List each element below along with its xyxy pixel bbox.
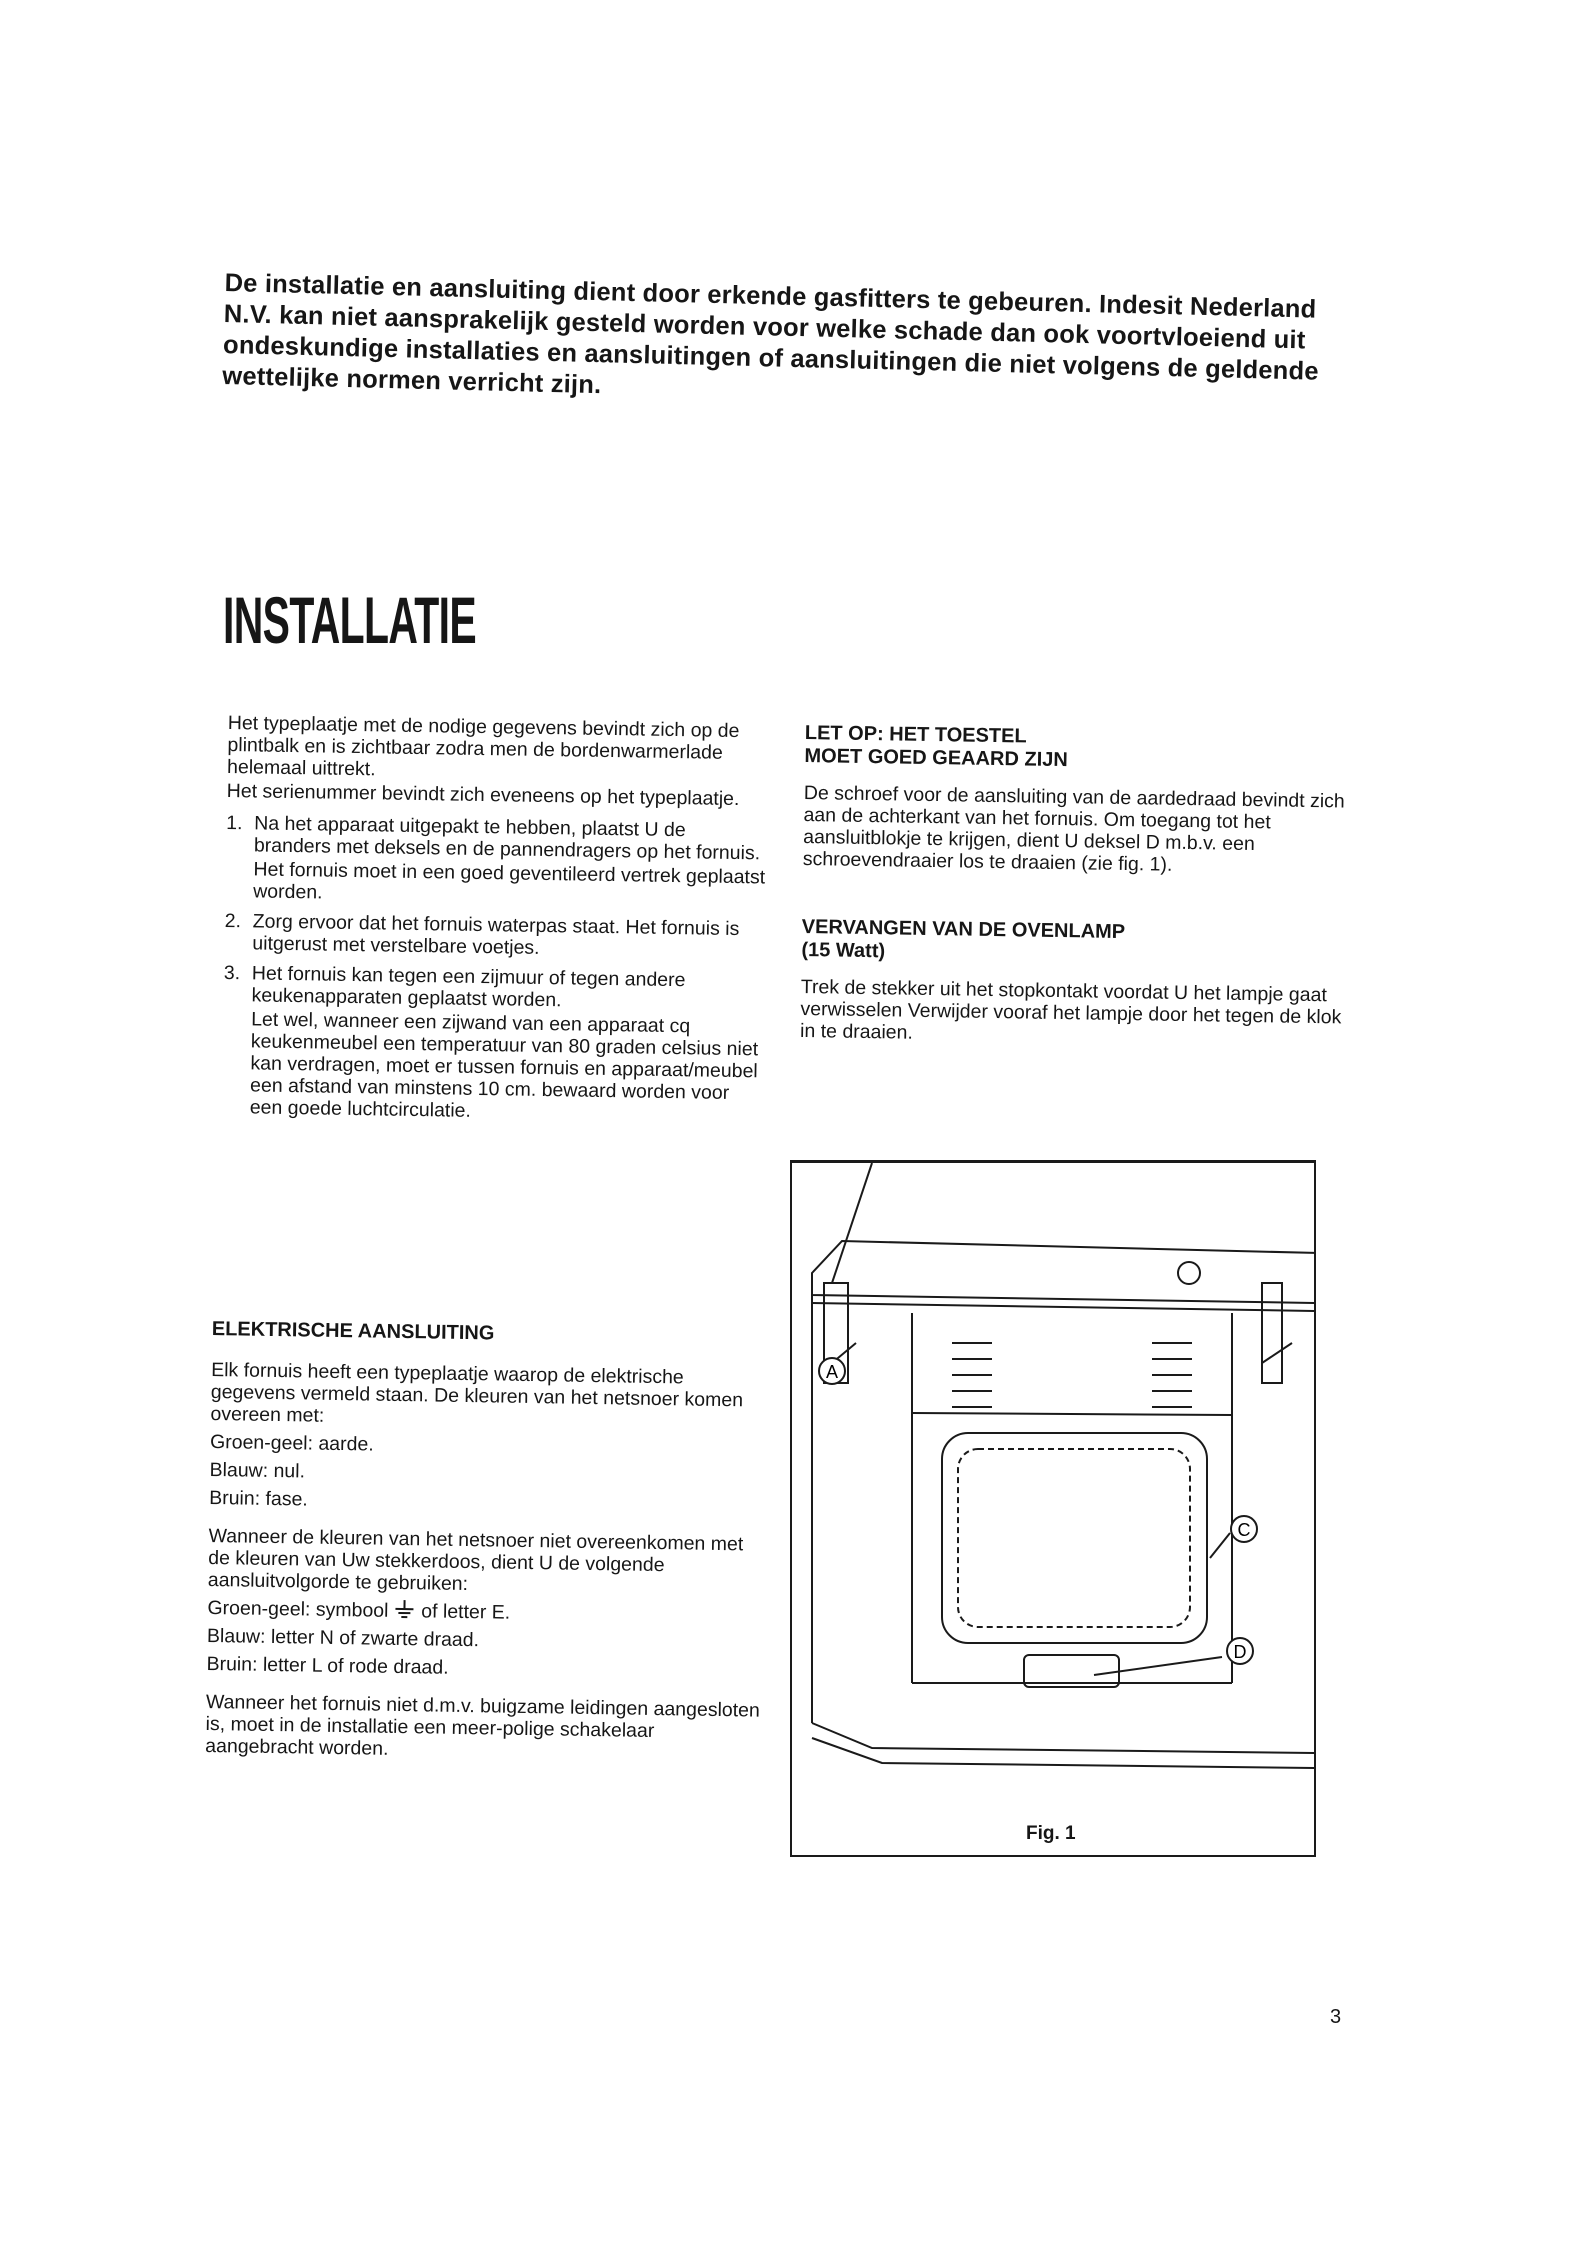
color-line: Bruin: letter L of rode draad. xyxy=(206,1652,449,1679)
color-line-suffix: of letter E. xyxy=(421,1600,511,1624)
grounding-heading-line2: MOET GOED GEAARD ZIJN xyxy=(804,744,1068,772)
electric-paragraph: Elk fornuis heeft een typeplaatje waarop de elektrische gegevens vermeld staan. De kleuren van het netsnoer komen overeen met: xyxy=(210,1358,744,1427)
color-line: Blauw: letter N of zwarte draad. xyxy=(206,1624,480,1652)
lamp-heading xyxy=(801,916,1347,971)
step-subtext: Let wel, wanneer een zijwand van een apparaat cq keukenmeubel een temperatuur van 80 graden celsius niet kan verdragen, moet er tussen fornuis en apparaat/meubel een afstand van minstens 10 cm. bewaard worden voor een goede luchtcirculatie. xyxy=(249,1008,759,1122)
step-text: Het fornuis kan tegen een zijmuur of tegen andere keukenapparaten geplaatst worden. xyxy=(251,962,686,1012)
callout-a-label: A xyxy=(825,1362,839,1382)
callout-c-label: C xyxy=(1237,1520,1251,1540)
callout-d xyxy=(1227,1638,1253,1664)
color-line: Blauw: nul. xyxy=(209,1458,306,1483)
color-line xyxy=(207,1597,767,1628)
grounding-and-lamp-section xyxy=(800,722,1350,1051)
step-number: 1. xyxy=(226,811,243,835)
typeplate-paragraph: Het typeplaatje met de nodige gegevens bevindt zich op de plintbalk en is zichtbaar zodra men de bordenwarmerlade helemaal uittrekt. xyxy=(226,712,740,781)
oven-back-diagram xyxy=(792,1163,1314,1855)
lamp-paragraph: Trek de stekker uit het stopkontakt voordat U het lampje gaat verwisselen Verwijder vooraf het lampje door het tegen de klok in te draaien. xyxy=(799,975,1342,1044)
step-number: 3. xyxy=(223,961,241,985)
serial-paragraph: Het serienummer bevindt zich eveneens op het typeplaatje. xyxy=(226,779,740,811)
color-line-prefix: Groen-geel: symbool xyxy=(207,1596,389,1622)
color-line: Groen-geel: aarde. xyxy=(209,1430,374,1456)
grounding-heading-line1: LET OP: HET TOESTEL xyxy=(804,722,1027,748)
electric-paragraph: Wanneer de kleuren van het netsnoer niet overeenkomen met de kleuren van Uw stekkerdoos, dient U de volgende aansluitvolgorde te gebruiken: xyxy=(207,1524,744,1596)
list-item xyxy=(222,962,764,1126)
callout-c xyxy=(1231,1516,1257,1542)
list-item xyxy=(224,910,765,962)
step-subtext: Het fornuis moet in een goed geventileerd vertrek geplaatst worden. xyxy=(253,858,766,904)
electric-paragraph: Wanneer het fornuis niet d.m.v. buigzame leidingen aangesloten is, moet in de installatie een meer-polige schakelaar aangebracht worden. xyxy=(205,1690,760,1760)
callout-a xyxy=(819,1358,845,1384)
installation-steps xyxy=(222,812,767,1126)
grounding-paragraph: De schroef voor de aansluiting van de aardedraad bevindt zich aan de achterkant van het fornuis. Om toegang tot het aansluitblokje te krijgen, dient U deksel D m.b.v. een schroevendraaier los te draaien (zie fig. 1). xyxy=(802,781,1345,876)
installation-instructions xyxy=(221,712,767,1134)
ground-symbol-icon xyxy=(394,1600,416,1620)
intro-disclaimer: De installatie en aansluiting dient door erkende gasfitters te gebeuren. Indesit Nederland N.V. kan niet aansprakelijk gesteld worden voor welke schade dan ook voortvloeiend uit ondeskundige installaties en aansluitingen of aansluitingen die niet volgens de geldende wettelijke normen verricht zijn. xyxy=(222,268,1320,400)
step-number: 2. xyxy=(224,909,242,933)
lamp-heading-line1: VERVANGEN VAN DE OVENLAMP xyxy=(801,915,1126,944)
list-item xyxy=(225,812,766,910)
grounding-heading xyxy=(804,722,1350,777)
electric-heading: ELEKTRISCHE AANSLUITING xyxy=(211,1318,495,1345)
page-title: INSTALLATIE xyxy=(223,583,477,657)
callout-d-label: D xyxy=(1233,1642,1247,1662)
lamp-heading-line2: (15 Watt) xyxy=(801,938,886,963)
figure-1-frame xyxy=(790,1160,1316,1857)
step-text: Na het apparaat uitgepakt te hebben, plaatst U de branders met deksels en de pannendragers op het fornuis. xyxy=(253,812,761,865)
color-line: Bruin: fase. xyxy=(208,1486,308,1511)
step-text: Zorg ervoor dat het fornuis waterpas staat. Het fornuis is uitgerust met verstelbare voetjes. xyxy=(252,910,740,959)
page-number: 3 xyxy=(1330,2006,1342,2028)
electric-connection-section xyxy=(205,1318,772,1772)
figure-caption: Fig. 1 xyxy=(1026,1823,1076,1844)
